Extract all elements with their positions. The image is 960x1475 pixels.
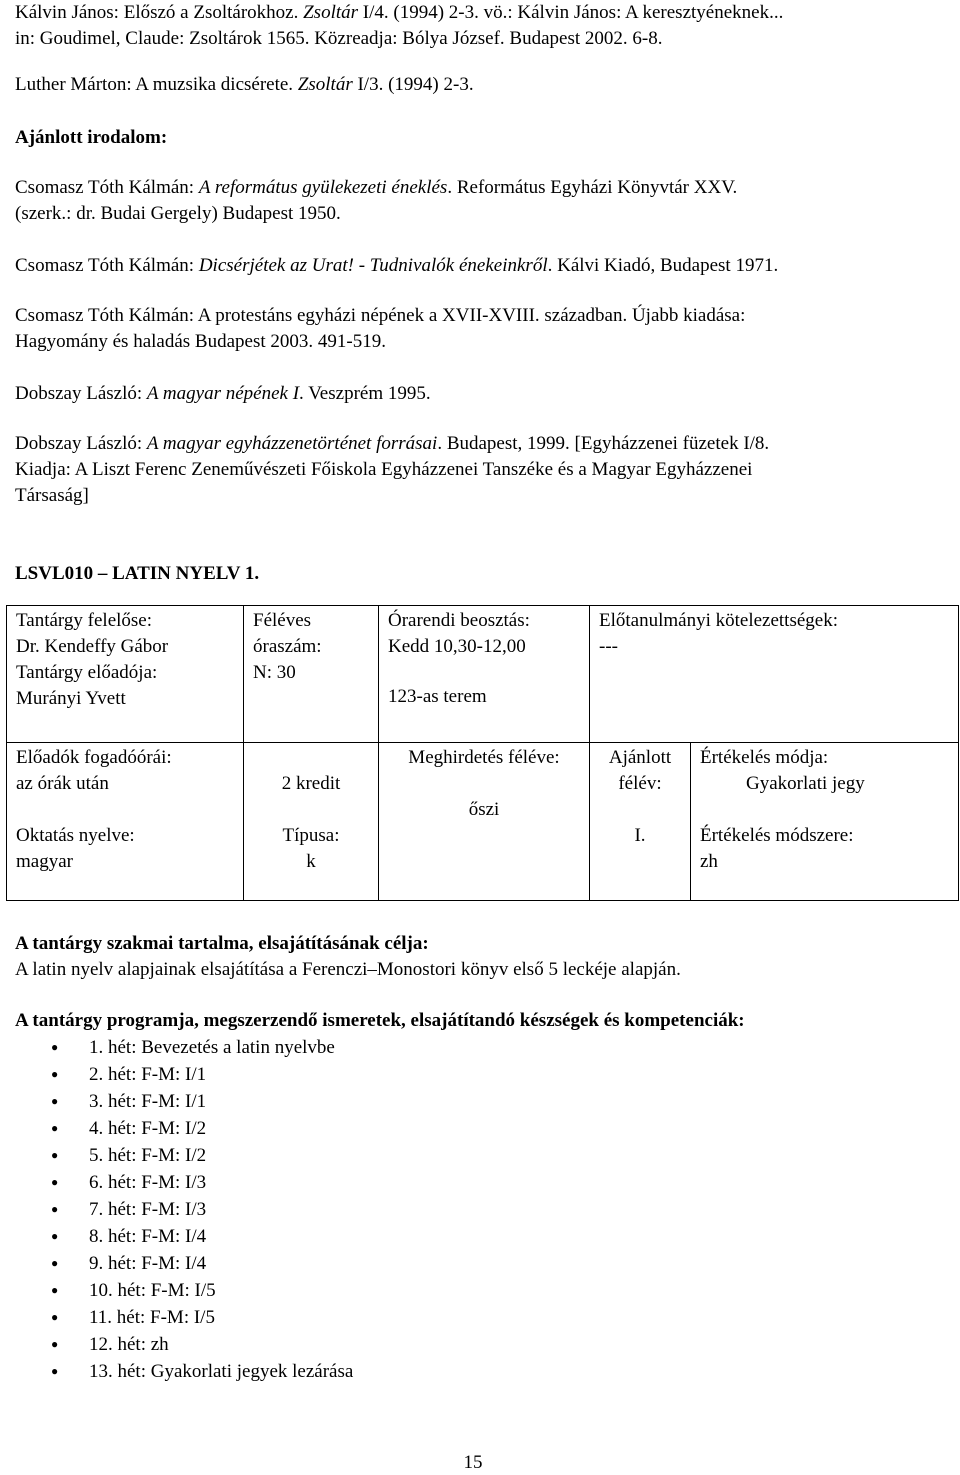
list-item: ● 3. hét: F-M: I/1 <box>15 1088 353 1115</box>
list-item: ● 12. hét: zh <box>15 1331 353 1358</box>
page-number: 15 <box>463 1452 483 1473</box>
list-item: ● 10. hét: F-M: I/5 <box>15 1277 353 1304</box>
reference-luther: Luther Márton: A muzsika dicsérete. Zsoltár I/3. (1994) 2-3. <box>15 74 474 95</box>
list-item: ● 9. hét: F-M: I/4 <box>15 1250 353 1277</box>
program-list <box>15 1034 353 1385</box>
cell-semester-announced: Meghirdetés féléve: őszi <box>379 743 590 901</box>
recommended-item-3: Csomasz Tóth Kálmán: A protestáns egyházi népének a XVII-XVIII. században. Újabb kiadása: Hagyomány és haladás Budapest 2003. 491-519. <box>15 305 746 352</box>
cell-recommended-semester: Ajánlott félév: I. <box>590 743 691 901</box>
recommended-item-1: Csomasz Tóth Kálmán: A református gyülekezeti éneklés. Református Egyházi Könyvtár XXV. (szerk.: dr. Budai Gergely) Budapest 1950. <box>15 177 738 224</box>
course-title: LSVL010 – LATIN NYELV 1. <box>15 563 260 584</box>
content-text: A latin nyelv alapjainak elsajátítása a Ferenczi–Monostori könyv első 5 leckéje alapján. <box>15 959 681 980</box>
cell-responsible: Tantárgy felelőse: Dr. Kendeffy Gábor Tantárgy előadója: Murányi Yvett <box>7 606 244 743</box>
recommended-item-4: Dobszay László: A magyar népének I. Veszprém 1995. <box>15 383 431 404</box>
cell-prerequisites: Előtanulmányi kötelezettségek: --- <box>590 606 959 743</box>
list-item: ● 6. hét: F-M: I/3 <box>15 1169 353 1196</box>
content-heading: A tantárgy szakmai tartalma, elsajátításának célja: <box>15 933 429 954</box>
table-row <box>7 606 959 743</box>
list-item: ● 8. hét: F-M: I/4 <box>15 1223 353 1250</box>
program-heading: A tantárgy programja, megszerzendő ismeretek, elsajátítandó készségek és kompetenciák: <box>15 1010 745 1031</box>
list-item: ● 13. hét: Gyakorlati jegyek lezárása <box>15 1358 353 1385</box>
table-row <box>7 743 959 901</box>
recommended-item-2: Csomasz Tóth Kálmán: Dicsérjétek az Urat! - Tudnivalók énekeinkről. Kálvi Kiadó, Budapest 1971. <box>15 255 779 276</box>
cell-schedule: Órarendi beosztás: Kedd 10,30-12,00 123-as terem <box>379 606 590 743</box>
cell-evaluation: Értékelés módja: Gyakorlati jegy Értékelés módszere: zh <box>691 743 959 901</box>
list-item: ● 4. hét: F-M: I/2 <box>15 1115 353 1142</box>
list-item: ● 7. hét: F-M: I/3 <box>15 1196 353 1223</box>
cell-credit: 2 kredit Típusa: k <box>244 743 379 901</box>
list-item: ● 11. hét: F-M: I/5 <box>15 1304 353 1331</box>
cell-hours: Féléves óraszám: N: 30 <box>244 606 379 743</box>
list-item: ● 1. hét: Bevezetés a latin nyelvbe <box>15 1034 353 1061</box>
reference-kalvin: Kálvin János: Előszó a Zsoltárokhoz. Zsoltár I/4. (1994) 2-3. vö.: Kálvin János: A keresztyéneknek... in: Goudimel, Claude: Zsoltárok 1565. Közreadja: Bólya József. Budapest 2002. 6-8. <box>15 2 784 49</box>
cell-office-hours: Előadók fogadóórái: az órák után Oktatás nyelve: magyar <box>7 743 244 901</box>
list-item: ● 2. hét: F-M: I/1 <box>15 1061 353 1088</box>
recommended-heading: Ajánlott irodalom: <box>15 127 168 148</box>
course-info-table <box>6 605 959 901</box>
list-item: ● 5. hét: F-M: I/2 <box>15 1142 353 1169</box>
recommended-item-5: Dobszay László: A magyar egyházzenetörténet forrásai. Budapest, 1999. [Egyházzenei füzetek I/8. Kiadja: A Liszt Ferenc Zeneművészeti Főiskola Egyházzenei Tanszéke és a Magyar Egyházzenei Társaság] <box>15 433 770 506</box>
